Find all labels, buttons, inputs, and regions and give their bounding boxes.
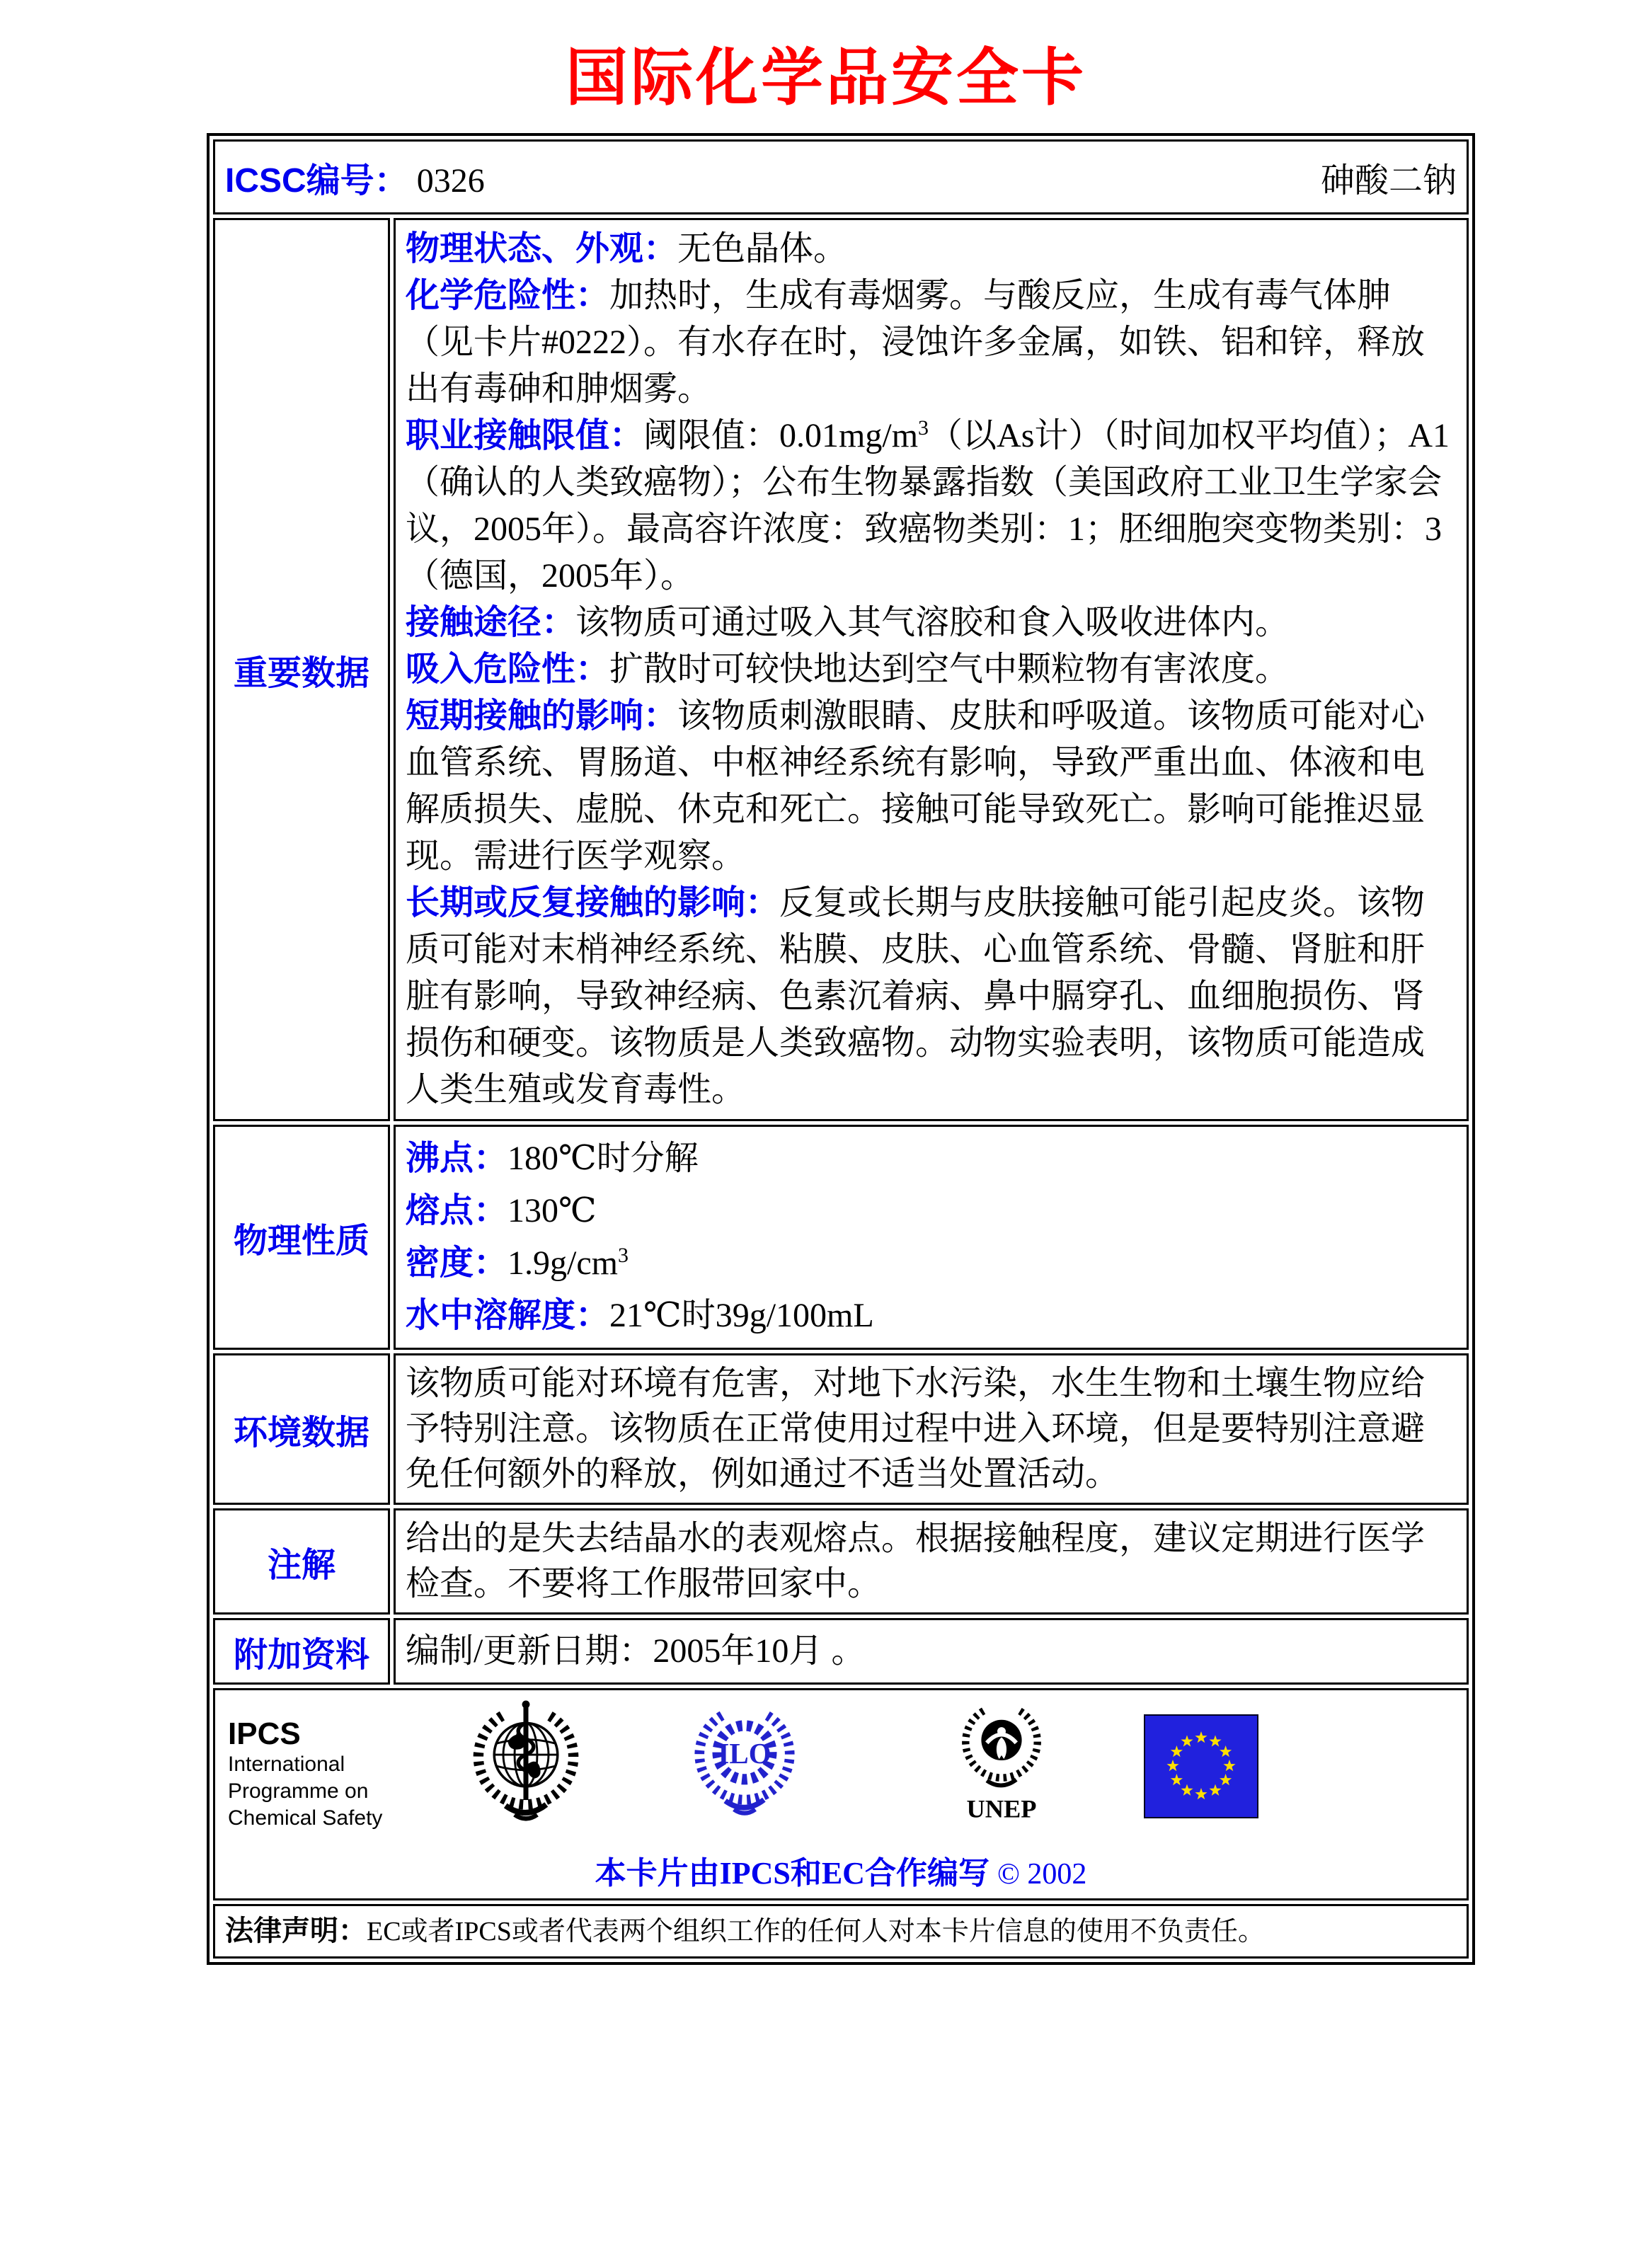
- physical-properties-content: [394, 1125, 1469, 1350]
- superscript-3: 3: [918, 416, 929, 440]
- row-label-environmental-data: 环境数据: [213, 1353, 390, 1505]
- field-text: （以As计）（时间加权平均值）；A1（确认的人类致癌物）；公布生物暴露指数（美国政府工业卫生学家会议，2005年）。最高容许浓度：致癌物类别：1；胚细胞突变物类别：3（德国，2005年）。: [406, 417, 1450, 595]
- field-label: 水中溶解度：: [406, 1297, 610, 1334]
- copyright-text: © 2002: [997, 1858, 1087, 1891]
- unep-logo-text: UNEP: [966, 1794, 1037, 1823]
- field-density: [406, 1237, 1457, 1290]
- field-occupational-exposure-limits: [406, 413, 1457, 600]
- who-logo-icon: [469, 1696, 583, 1826]
- field-label: 化学危险性：: [406, 277, 610, 314]
- important-data-content: [394, 218, 1469, 1121]
- field-label: 物理状态、外观：: [406, 230, 678, 268]
- unep-logo-icon: [956, 1696, 1048, 1837]
- header-cell: [213, 139, 1469, 214]
- logos-cell: [213, 1688, 1469, 1900]
- field-chemical-danger: [406, 273, 1457, 413]
- ipcs-text-block: [228, 1717, 382, 1832]
- field-label: 接触途径：: [406, 604, 576, 641]
- field-physical-state: [406, 226, 1457, 273]
- ipcs-subtitle-line: Programme on: [228, 1779, 369, 1803]
- field-inhalation-risk: [406, 646, 1457, 693]
- field-label: 短期接触的影响：: [406, 697, 678, 735]
- field-label: 熔点：: [406, 1192, 508, 1229]
- ipcs-subtitle-line: Chemical Safety: [228, 1806, 383, 1830]
- field-text: 反复或长期与皮肤接触可能引起皮炎。该物质可能对末梢神经系统、粘膜、皮肤、心血管系统、骨髓、肾脏和肝脏有影响，导致神经病、色素沉着病、鼻中膈穿孔、血细胞损伤、肾损伤和硬变。该物质是人类致癌物。动物实验表明，该物质可能造成人类生殖或发育毒性。: [406, 884, 1426, 1108]
- field-label: 吸入危险性：: [406, 650, 610, 688]
- cooperation-caption: [225, 1847, 1457, 1893]
- field-label: 职业接触限值：: [406, 417, 644, 454]
- physical-properties-row: [213, 1125, 1469, 1350]
- field-text: 180℃时分解: [507, 1140, 699, 1177]
- field-long-term-effects: [406, 880, 1457, 1113]
- legal-notice-label: 法律声明：: [225, 1915, 367, 1946]
- field-melting-point: [406, 1185, 1457, 1237]
- row-label-additional-info: 附加资料: [213, 1618, 390, 1685]
- field-text: 加热时，生成有毒烟雾。与酸反应，生成有毒气体胂（见卡片#0222）。有水存在时，浸蚀许多金属，如铁、铝和锌，释放出有毒砷和胂烟雾。: [406, 277, 1426, 408]
- caption-text: 本卡片由IPCS和EC合作编写: [595, 1856, 990, 1891]
- field-label: 沸点：: [406, 1140, 508, 1177]
- field-text: 无色晶体。: [677, 230, 848, 268]
- icsc-number-label: ICSC编号：: [225, 161, 408, 200]
- ipcs-title: IPCS: [228, 1716, 301, 1751]
- field-label: 密度：: [406, 1244, 508, 1282]
- row-label-physical-properties: 物理性质: [213, 1125, 390, 1350]
- environmental-data-row: [213, 1353, 1469, 1505]
- field-text: 该物质可通过吸入其气溶胶和食入吸收进体内。: [575, 604, 1290, 641]
- header-row: [213, 139, 1469, 214]
- ilo-logo-text: ILO: [718, 1737, 771, 1770]
- legal-notice-row: [213, 1904, 1469, 1959]
- field-text: 21℃时39g/100mL: [609, 1297, 874, 1334]
- row-label-important-data: 重要数据: [213, 218, 390, 1121]
- environmental-data-content: 该物质可能对环境有危害，对地下水污染，水生生物和土壤生物应给予特别注意。该物质在正常使用过程中进入环境，但是要特别注意避免任何额外的释放，例如通过不适当处置活动。: [394, 1353, 1469, 1505]
- field-boiling-point: [406, 1132, 1457, 1185]
- row-label-notes: 注解: [213, 1508, 390, 1615]
- field-exposure-routes: [406, 600, 1457, 646]
- icsc-card-table: [207, 133, 1475, 1965]
- notes-content: 给出的是失去结晶水的表观熔点。根据接触程度，建议定期进行医学检查。不要将工作服带回家中。: [394, 1508, 1469, 1615]
- chemical-name: 砷酸二钠: [1320, 161, 1457, 200]
- additional-info-content: 编制/更新日期：2005年10月 。: [394, 1618, 1469, 1685]
- superscript-3: 3: [618, 1244, 629, 1267]
- field-text: 130℃: [507, 1192, 597, 1229]
- logos-row: [213, 1688, 1469, 1900]
- icsc-number-value: 0326: [416, 161, 485, 200]
- legal-notice-text: EC或者IPCS或者代表两个组织工作的任何人对本卡片信息的使用不负责任。: [367, 1917, 1265, 1946]
- field-water-solubility: [406, 1290, 1457, 1342]
- page-title: 国际化学品安全卡: [565, 45, 1086, 113]
- legal-notice-cell: [213, 1904, 1469, 1959]
- eu-flag-icon: [1144, 1714, 1258, 1822]
- field-text: 阈限值：0.01mg/m: [643, 417, 919, 454]
- additional-info-row: [213, 1618, 1469, 1685]
- field-label: 长期或反复接触的影响：: [406, 884, 780, 922]
- field-short-term-effects: [406, 693, 1457, 880]
- field-text: 该物质刺激眼睛、皮肤和呼吸道。该物质可能对心血管系统、胃肠道、中枢神经系统有影响，导致严重出血、体液和电解质损失、虚脱、休克和死亡。接触可能导致死亡。影响可能推迟显现。需进行医学观察。: [406, 697, 1426, 875]
- icsc-number-group: [225, 153, 485, 202]
- ipcs-subtitle-line: International: [228, 1753, 345, 1776]
- logo-strip: [225, 1696, 1457, 1837]
- important-data-row: [213, 218, 1469, 1121]
- field-text: 扩散时可较快地达到空气中颗粒物有害浓度。: [609, 650, 1290, 688]
- notes-row: [213, 1508, 1469, 1615]
- ilo-logo-icon: [691, 1699, 798, 1823]
- field-text: 1.9g/cm: [507, 1244, 618, 1282]
